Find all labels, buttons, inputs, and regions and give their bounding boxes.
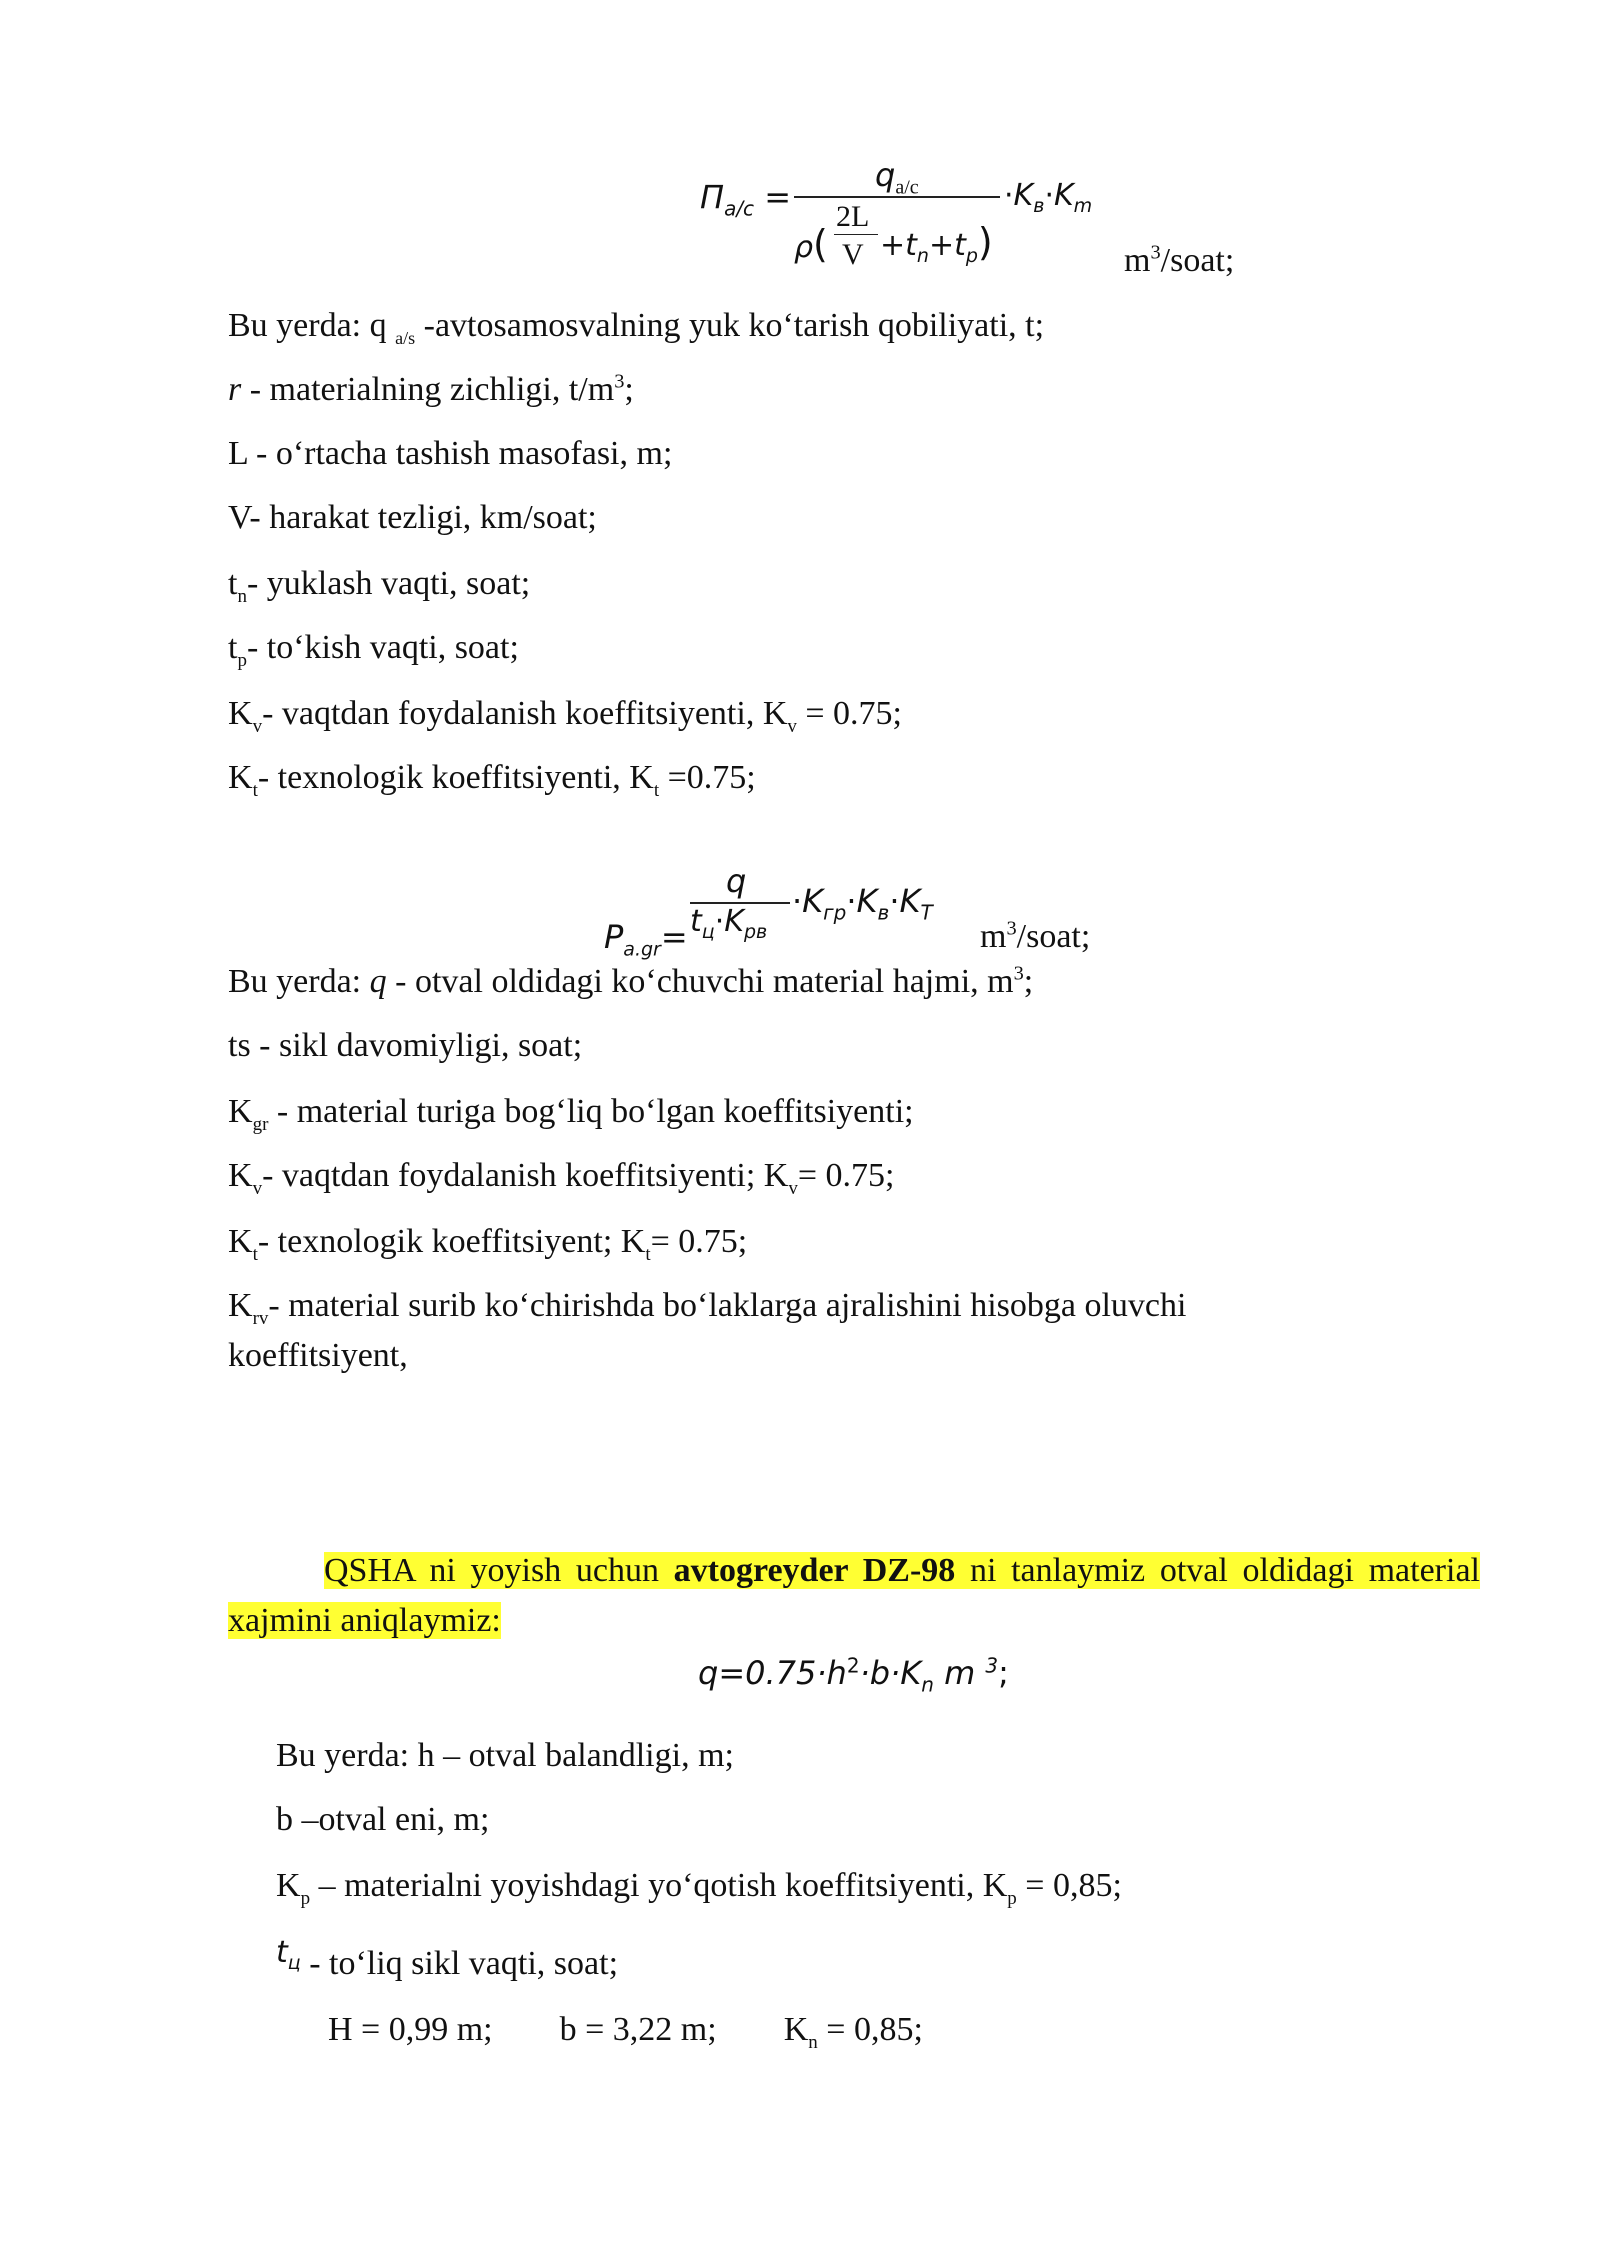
def1-V: V- harakat tezligi, km/soat; (228, 499, 597, 536)
def2-Krv: $K_{rv}-$ material surib ko‘chirishda bo‘laklarga ajralishini hisobga oluvchi (228, 1287, 1187, 1329)
formula-1-coefficients: $\cdot K_в\cdot K_m$ (1004, 178, 1093, 217)
highlight-part1: QSHA ni yoyish uchun (324, 1552, 674, 1589)
values-line (328, 2010, 923, 2053)
def3-b: b –otval eni, m; (276, 1801, 490, 1838)
value-h: H = 0,99 m; (328, 2011, 493, 2048)
def1-r: r - materialning zichligi, $t/m^3$; (228, 370, 634, 408)
formula-1-times: $+t_n+t_p$) (880, 220, 993, 267)
formula-2-numerator: q (726, 862, 747, 900)
def3-tc: $t_ц$ - to‘liq sikl vaqti, soat; (276, 1935, 619, 1982)
formula-2-denominator: $t_ц\cdot K_{рв}$ (690, 904, 768, 943)
formula-1-rho: ρ( (794, 222, 828, 266)
def1-tn: $t_n-$ yuklash vaqti, soat; (228, 565, 531, 607)
def2-koeff: koeffitsiyent, (228, 1337, 408, 1374)
def2-q: Bu yerda: q - otval oldidagi ko‘chuvchi material hajmi, $m^3$; (228, 962, 1034, 1000)
formula-2-coefficients: $\cdot K_{гр}\cdot K_в\cdot K_T$ (792, 882, 933, 925)
def1-L: L - o‘rtacha tashish masofasi, m; (228, 435, 673, 472)
formula-2-unit: $m^3$/soat; (980, 917, 1091, 955)
formula-1-lhs: $\Pi_{a/c}$ = (700, 178, 792, 221)
formula-3: $q=0.75\cdot h^2\cdot b\cdot K_n$ m $^3$; (698, 1653, 1009, 1697)
def2-Kgr: $K_{gr}$ - material turiga bog‘liq bo‘lgan koeffitsiyenti; (228, 1093, 914, 1135)
def1-Kt: $K_t-$ texnologik koeffitsiyenti, $K_t =0.75$; (228, 759, 756, 801)
def2-ts: ts - sikl davomiyligi, soat; (228, 1027, 583, 1064)
value-b: b = 3,22 m; (559, 2011, 717, 2048)
formula-1-unit: $m^3$/soat; (1124, 241, 1235, 279)
def3-Kp: $K_p$ – materialni yoyishdagi yo‘qotish koeffitsiyenti, $K_p = 0,85$; (276, 1867, 1122, 1909)
formula-2-lhs: $P_{a.gr}=$ (604, 918, 688, 961)
def3-h: Bu yerda: h – otval balandligi, m; (276, 1737, 734, 1774)
formula-1-inner-bar (834, 234, 878, 235)
formula-1-inner-numerator: 2L (836, 200, 870, 233)
def2-Kv: $K_v-$ vaqtdan foydalanish koeffitsiyenti; $K_v= 0.75$; (228, 1157, 895, 1199)
formula-1-numerator: $q_{a/c}$ (875, 156, 919, 199)
def2-Kt: $K_t-$ texnologik koeffitsiyent; $K_t= 0.75$; (228, 1223, 748, 1265)
highlight-part2: ni tanlaymiz otval oldidagi material xajmini aniqlaymiz: (228, 1552, 1480, 1639)
value-kn: $K_n = 0,85$; (783, 2011, 923, 2053)
def1-q: Bu yerda: q $_{a/s}$ -avtosamosvalning yuk ko‘tarish qobiliyati, t; (228, 307, 1045, 348)
def1-Kv: $K_v-$ vaqtdan foydalanish koeffitsiyenti, $K_v = 0.75$; (228, 695, 902, 737)
formula-1-inner-denominator: V (842, 238, 864, 271)
formula-1-fraction-bar (794, 196, 1000, 198)
def1-tp: $t_p-$ to‘kish vaqti, soat; (228, 629, 519, 671)
highlight-bold: avtogreyder DZ-98 (673, 1552, 956, 1589)
highlight-paragraph (228, 1546, 1480, 1646)
